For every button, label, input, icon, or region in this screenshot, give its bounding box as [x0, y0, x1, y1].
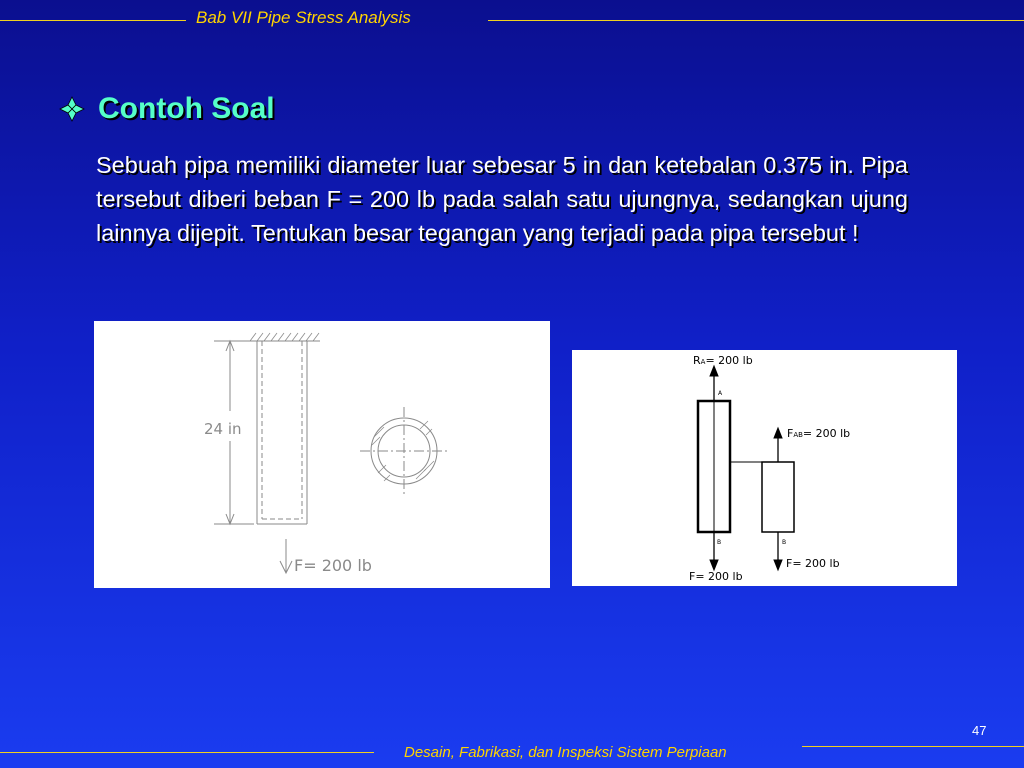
point-b-left-label: B [717, 539, 722, 546]
pipe-figure [94, 321, 550, 588]
footer-rule-left [0, 752, 374, 753]
problem-statement: Sebuah pipa memiliki diameter luar sebesar 5 in dan ketebalan 0.375 in. Pipa tersebut diberi beban F = 200 lb pada salah satu ujungnya, sedangkan ujung lainnya dijepit. Tentukan besar tegangan yang terjadi pada pipa tersebut ! [96, 152, 908, 246]
header-rule-left [0, 20, 186, 21]
force-right-label: F= 200 lb [786, 557, 840, 570]
footer-rule-right [802, 746, 1024, 747]
pipe-drawing [94, 321, 550, 588]
footer-title: Desain, Fabrikasi, dan Inspeksi Sistem Perpiaan [404, 744, 727, 761]
header-title: Bab VII Pipe Stress Analysis [196, 8, 411, 27]
slide-title-row [58, 92, 275, 126]
pipe-length-label: 24 in [204, 420, 242, 438]
internal-force-fab-label: FAB= 200 lb [787, 427, 851, 440]
force-left-label: F= 200 lb [689, 570, 743, 583]
reaction-ra-label: RA= 200 lb [693, 354, 753, 367]
point-b-right-label: B [782, 539, 787, 546]
pipe-force-label: F= 200 lb [294, 556, 372, 575]
free-body-drawing [572, 350, 957, 586]
slide-title: Contoh Soal [98, 92, 275, 125]
diamond-bullet-icon [58, 95, 86, 123]
point-a-label: A [718, 390, 723, 397]
header-rule-right [488, 20, 1024, 21]
free-body-diagram [572, 350, 957, 586]
page-number: 47 [972, 723, 987, 738]
